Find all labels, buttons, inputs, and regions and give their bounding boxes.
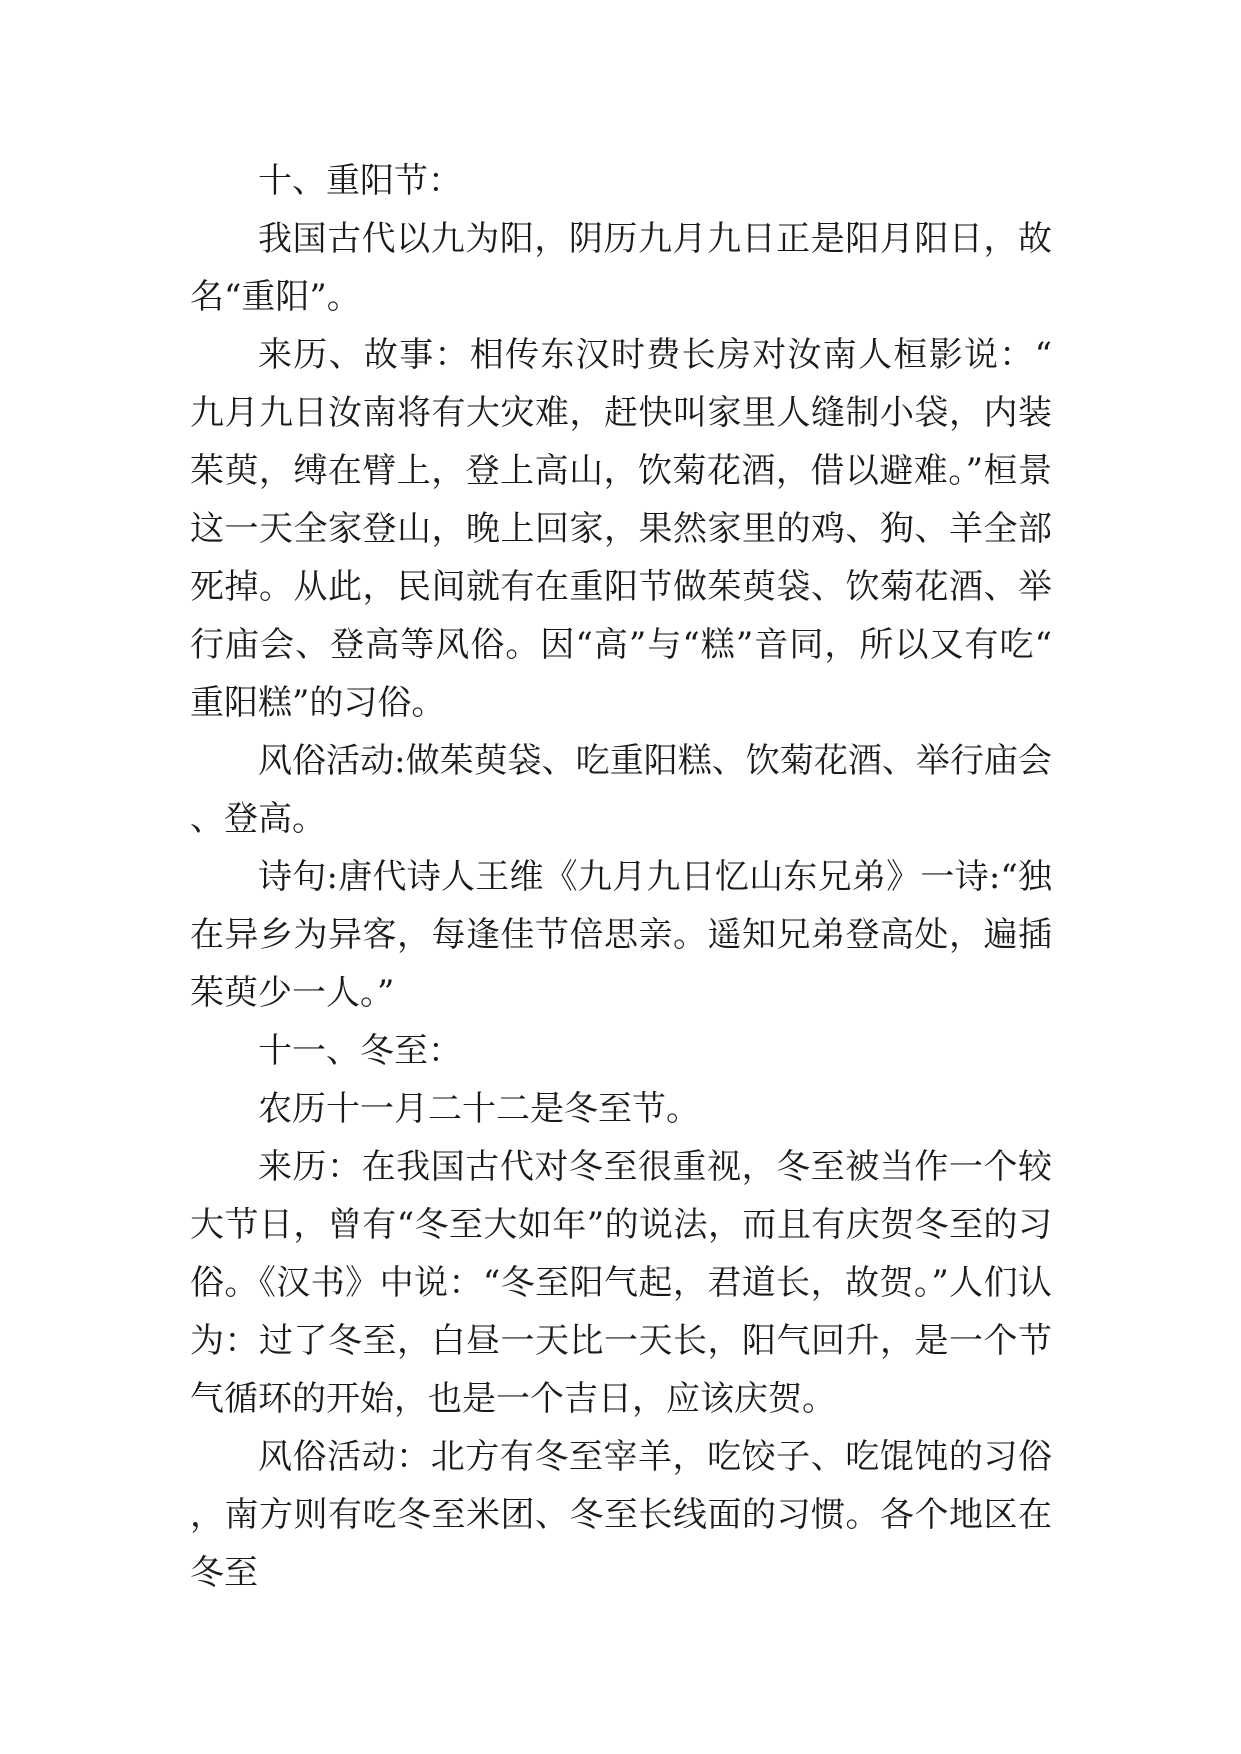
section-heading-chongyang: 十、重阳节： [258, 161, 462, 201]
paragraph-chongyang-poem: 诗句:唐代诗人王维《九月九日忆山东兄弟》一诗:“独在异乡为异客，每逢佳节倍思亲。遥知兄弟登高处，遍插茱萸少一人。” [190, 857, 1052, 1013]
paragraph-dongzhi-customs: 风俗活动：北方有冬至宰羊，吃饺子、吃馄饨的习俗，南方则有吃冬至米团、冬至长线面的习惯。各个地区在冬至 [190, 1437, 1052, 1593]
paragraph-dongzhi-origin: 来历：在我国古代对冬至很重视，冬至被当作一个较大节日，曾有“冬至大如年”的说法，而且有庆贺冬至的习俗。《汉书》中说：“冬至阳气起，君道长，故贺。”人们认为：过了冬至，白昼一天比一天长，阳气回升，是一个节气循环的开始，也是一个吉日，应该庆贺。 [190, 1147, 1052, 1419]
paragraph-dongzhi-intro: 农历十一月二十二是冬至节。 [258, 1089, 700, 1129]
document-page [190, 152, 1052, 1602]
paragraph-chongyang-origin: 来历、故事：相传东汉时费长房对汝南人桓影说：“九月九日汝南将有大灾难，赶快叫家里人缝制小袋，内装茱萸，缚在臂上，登上高山，饮菊花酒，借以避难。”桓景这一天全家登山，晚上回家，果然家里的鸡、狗、羊全部死掉。从此，民间就有在重阳节做茱萸袋、饮菊花酒、举行庙会、登高等风俗。因“高”与“糕”音同，所以又有吃“重阳糕”的习俗。 [190, 335, 1052, 723]
paragraph-chongyang-intro: 我国古代以九为阳，阴历九月九日正是阳月阳日，故名“重阳”。 [190, 219, 1052, 317]
paragraph-chongyang-customs: 风俗活动:做茱萸袋、吃重阳糕、饮菊花酒、举行庙会、登高。 [190, 741, 1052, 839]
section-heading-dongzhi: 十一、冬至： [258, 1031, 462, 1071]
